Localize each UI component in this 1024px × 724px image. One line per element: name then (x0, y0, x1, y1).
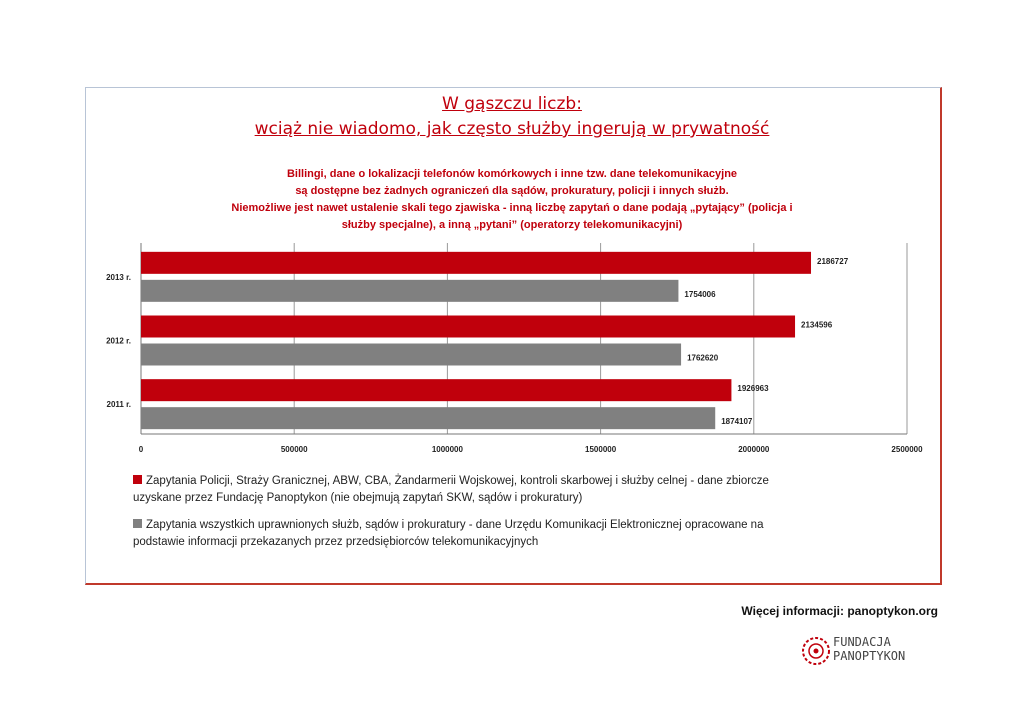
chart-title: W gąszczu liczb: (442, 94, 582, 114)
subtitle-line: Billingi, dane o lokalizacji telefonów komórkowych i inne tzw. dane telekomunikacyjne (286, 168, 738, 180)
subtitle-line: służby specjalne), a inną „pytani” (operatorzy telekomunikacyjni) (341, 219, 683, 231)
x-tick-label: 1000000 (431, 445, 463, 454)
bar-red (141, 316, 795, 338)
logo-line: FUNDACJA (833, 635, 891, 649)
bar-red (141, 252, 811, 274)
chart-title-line2: wciąż nie wiadomo, jak często służby ingerują w prywatność (254, 119, 770, 139)
data-label: 1874107 (721, 417, 753, 427)
legend-text: podstawie informacji przekazanych przez przedsiębiorców telekomunikacyjnych (133, 536, 539, 548)
legend-text: Zapytania wszystkich uprawnionych służb, sądów i prokuratury - dane Urzędu Komunikacji Elektronicznej opracowane na (146, 519, 764, 531)
data-label: 1754006 (684, 289, 716, 299)
subtitle-line: Niemożliwe jest nawet ustalenie skali tego zjawiska - inną liczbę zapytań o dane podają „pytający” (policja i (231, 202, 793, 214)
category-label: 2013 r. (106, 272, 131, 282)
more-info-link[interactable]: Więcej informacji: panoptykon.org (741, 604, 938, 618)
bar-red (141, 379, 731, 401)
legend-text: uzyskane przez Fundację Panoptykon (nie obejmują zapytań SKW, sądów i prokuratury) (133, 492, 583, 504)
x-tick-label: 2000000 (738, 445, 770, 454)
panoptykon-eye-icon (799, 631, 833, 671)
x-tick-label: 2500000 (891, 445, 923, 454)
legend-item-red (133, 473, 893, 507)
bar-gray (141, 344, 681, 366)
category-label: 2012 r. (106, 336, 131, 346)
logo-line: PANOPTYKON (833, 649, 906, 663)
x-tick-label: 0 (138, 445, 144, 454)
data-label: 2134596 (801, 320, 833, 330)
data-label: 1926963 (737, 384, 769, 394)
bar-gray (141, 280, 678, 302)
legend-swatch-gray (133, 519, 142, 528)
x-tick-label: 1500000 (585, 445, 617, 454)
legend-swatch-red (133, 475, 142, 484)
x-tick-label: 500000 (280, 445, 308, 454)
logo-text (833, 635, 905, 663)
legend-text: Zapytania Policji, Straży Granicznej, ABW, CBA, Żandarmerii Wojskowej, kontroli skarbowej i służby celnej - dane zbiorcze (146, 475, 769, 487)
subtitle-line: są dostępne bez żadnych ograniczeń dla sądów, prokuratury, policji i innych służb. (295, 185, 729, 197)
data-label: 2186727 (817, 256, 849, 266)
category-label: 2011 r. (106, 400, 131, 410)
data-label: 1762620 (687, 353, 719, 363)
legend-item-gray (133, 517, 893, 551)
panoptykon-logo (799, 631, 939, 671)
bar-gray (141, 407, 715, 429)
